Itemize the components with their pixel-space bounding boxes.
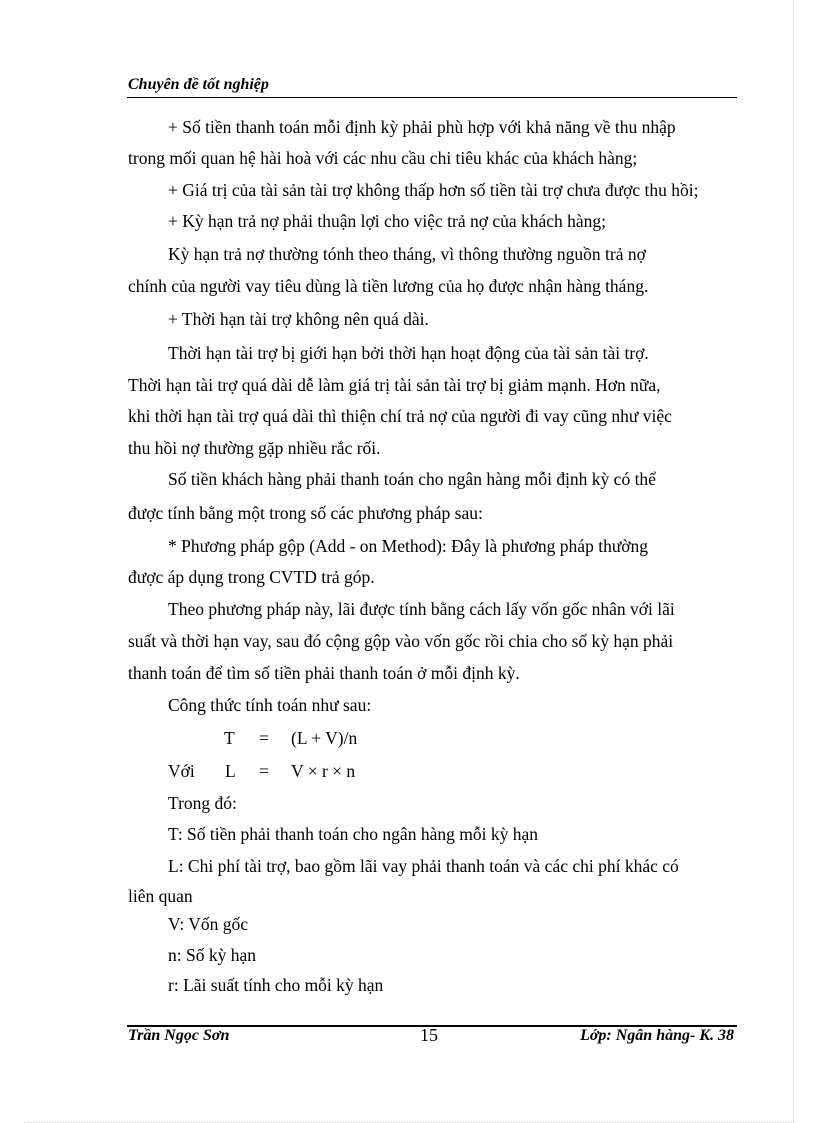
definition-line: L: Chi phí tài trợ, bao gồm lãi vay phải thanh toán và các chi phí khác có [168,856,679,876]
formula-expression: V × r × n [291,761,356,781]
text-line: thu hồi nợ thường gặp nhiều rắc rối. [128,438,381,458]
formula-label: Với [168,761,195,781]
text-line: thanh toán để tìm số tiền phải thanh toán ở mỗi định kỳ. [128,663,520,683]
text-line: được tính bằng một trong số các phương pháp sau: [128,503,483,523]
text-line: được áp dụng trong CVTD trả góp. [128,567,375,587]
text-line: + Số tiền thanh toán mỗi định kỳ phải phù hợp với khả năng về thu nhập [168,117,676,137]
text-line: * Phương pháp gộp (Add - on Method): Đây là phương pháp thường [168,536,649,556]
formula-equals: = [259,761,269,781]
text-line: Thời hạn tài trợ quá dài dễ làm giá trị tài sản tài trợ bị giảm mạnh. Hơn nữa, [128,375,661,395]
text-line: Công thức tính toán như sau: [168,695,372,715]
text-line: chính của người vay tiêu dùng là tiền lương của họ được nhận hàng tháng. [128,276,649,296]
header-divider [127,97,737,98]
text-line: Kỳ hạn trả nợ thường tónh theo tháng, vì thông thường nguồn trả nợ [168,244,646,264]
formula-equals: = [259,728,269,748]
text-line: + Giá trị của tài sản tài trợ không thấp hơn số tiền tài trợ chưa được thu hồi; [168,180,699,200]
footer-author: Trần Ngọc Sơn [128,1027,230,1044]
text-line: Theo phương pháp này, lãi được tính bằng cách lấy vốn gốc nhân với lãi [168,599,675,619]
definition-line: T: Số tiền phải thanh toán cho ngân hàng mỗi kỳ hạn [168,824,538,844]
definition-line: n: Số kỳ hạn [168,945,256,965]
formula-symbol: L [225,761,236,781]
text-line: suất và thời hạn vay, sau đó cộng gộp vào vốn gốc rồi chia cho số kỳ hạn phải [128,631,674,651]
text-line: Trong đó: [168,793,237,813]
text-line: Thời hạn tài trợ bị giới hạn bởi thời hạn hoạt động của tài sản tài trợ. [168,343,649,363]
text-line: + Kỳ hạn trả nợ phải thuận lợi cho việc trả nợ của khách hàng; [168,211,607,231]
page-number: 15 [420,1025,438,1045]
definition-line: r: Lãi suất tính cho mỗi kỳ hạn [168,975,384,995]
formula-expression: (L + V)/n [291,728,358,748]
text-line: khi thời hạn tài trợ quá dài thì thiện chí trả nợ của người đi vay cũng như việc [128,406,672,426]
text-line: trong mối quan hệ hài hoà với các nhu cầu chi tiêu khác của khách hàng; [128,148,638,168]
page-edge-right [793,0,794,1123]
formula-symbol: T [224,728,235,748]
header-title: Chuyên đề tốt nghiệp [128,76,269,93]
footer-class: Lớp: Ngân hàng- K. 38 [580,1027,734,1044]
text-line: liên quan [128,886,193,906]
text-line: Số tiền khách hàng phải thanh toán cho ngân hàng mỗi định kỳ có thể [168,469,656,489]
definition-line: V: Vốn gốc [168,914,249,934]
text-line: + Thời hạn tài trợ không nên quá dài. [168,309,429,329]
